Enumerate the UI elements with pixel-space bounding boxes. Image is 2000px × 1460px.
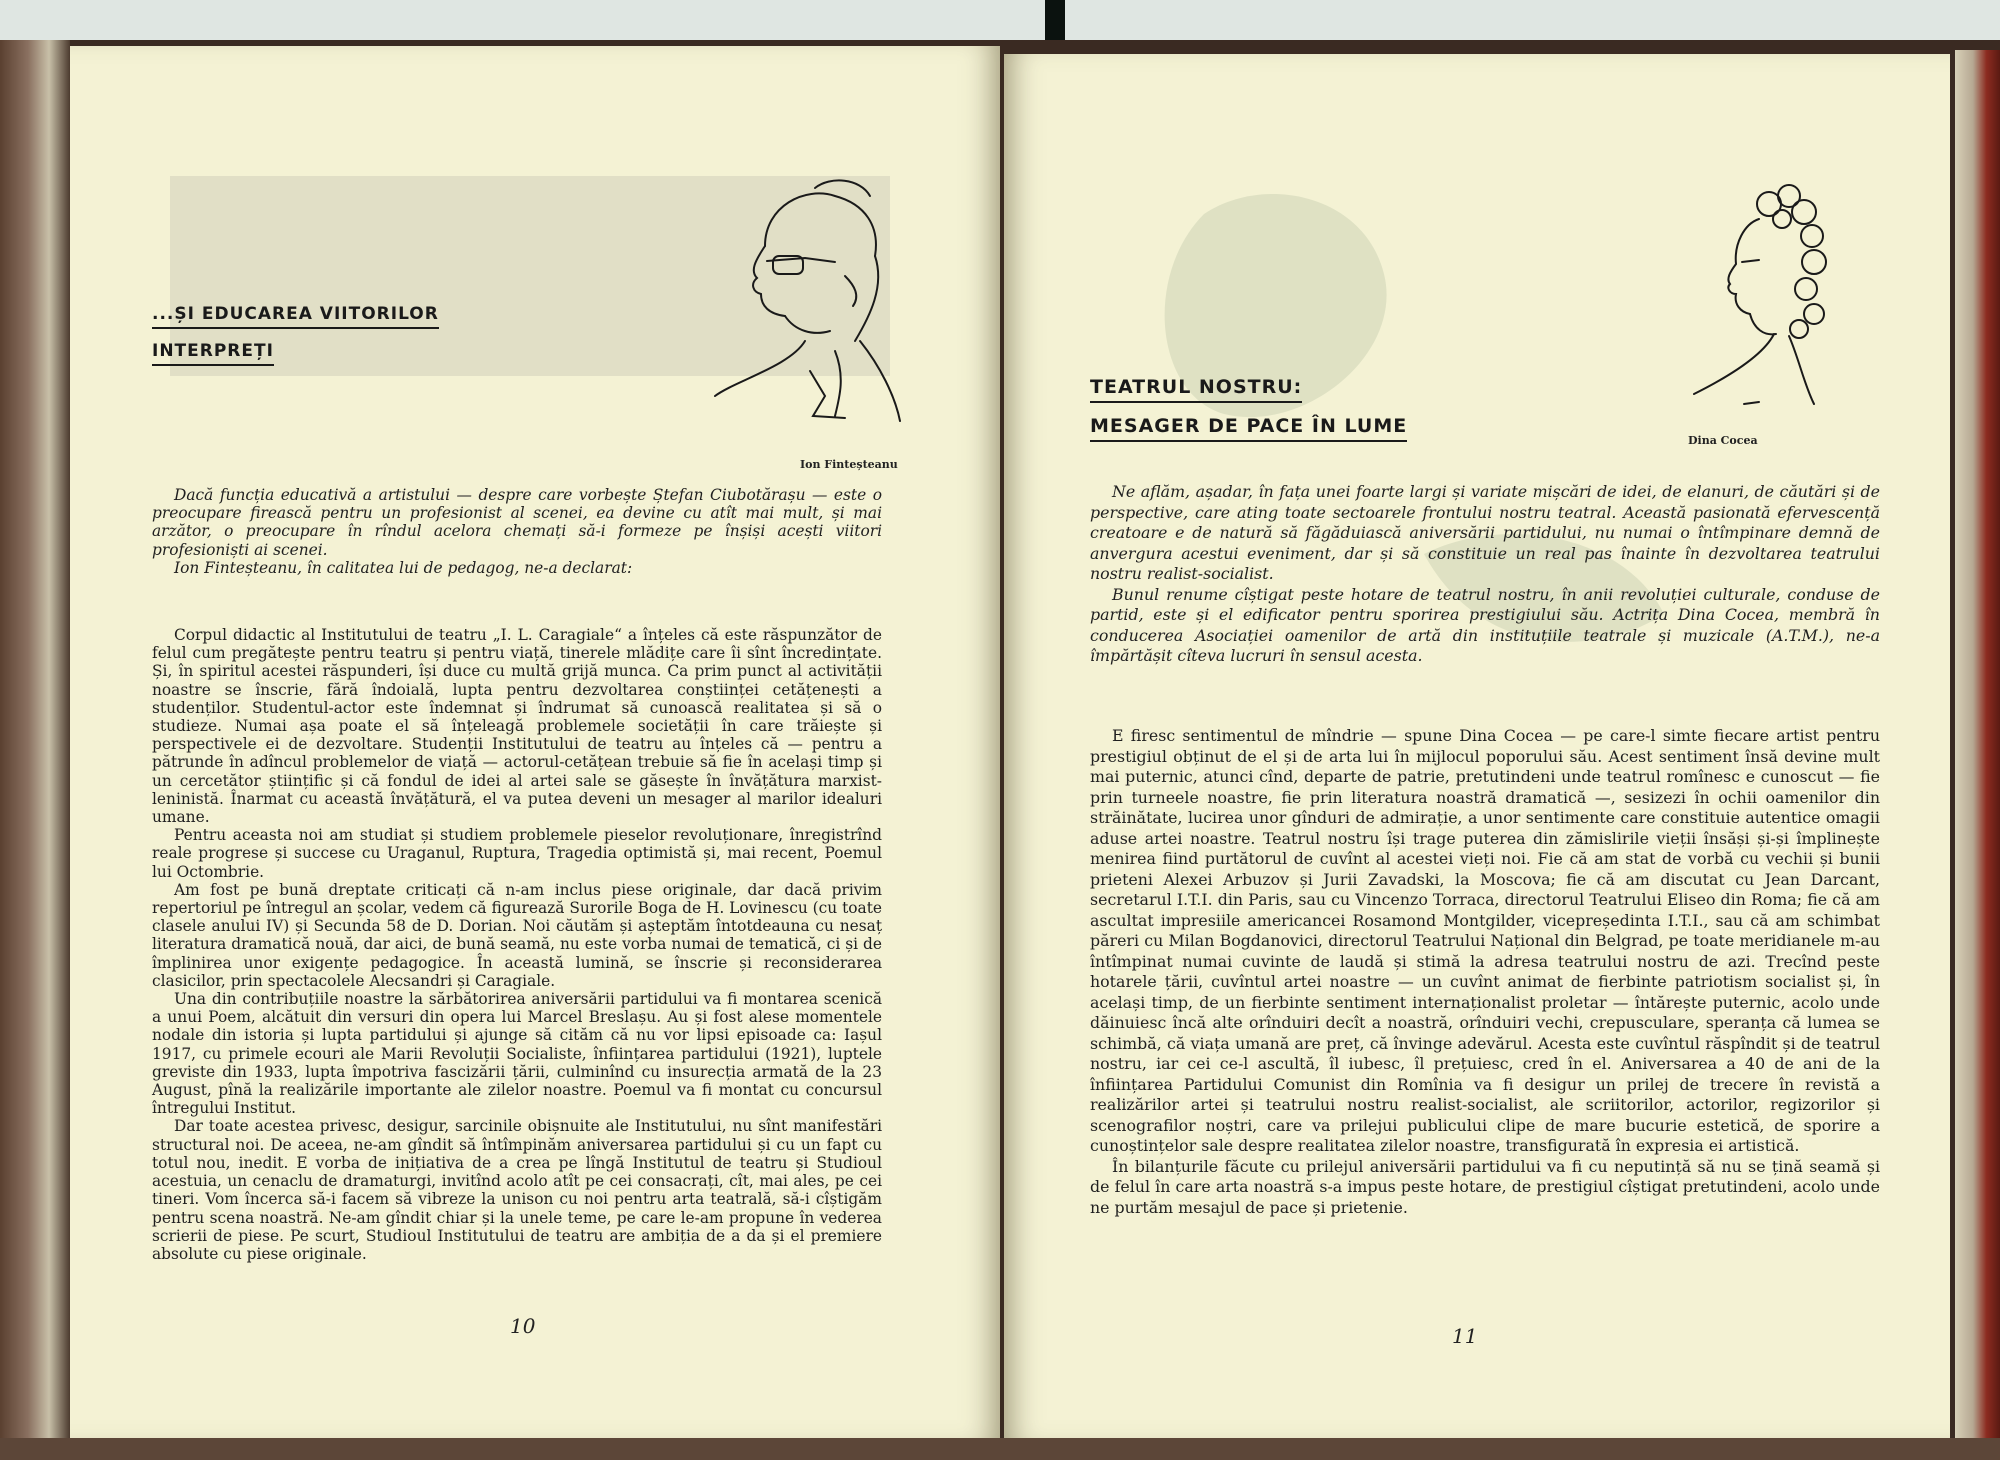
article-body bbox=[152, 626, 882, 1263]
article-heading bbox=[1090, 376, 1407, 454]
article-heading bbox=[152, 304, 439, 378]
intro-paragraph: Ion Finteșteanu, în calitatea lui de pedagog, ne-a declarat: bbox=[174, 558, 633, 577]
body-paragraph: Una din contribuțiile noastre la sărbătorirea aniversării partidului va fi montarea scenică a unui Poem, alcătuit din versuri din opera lui Marcel Breslașu. Au și fost alese momentele nodale din istoria și lupta partidului și ajunge să cităm că nu vor lipsi episoade ca: Iașul 1917, cu primele ecouri ale Marii Revoluții Socialiste, înființarea partidului (1921), luptele greviste din 1933, lupta împotriva fascizării țării, culminînd cu insurecția armată de la 23 August, pînă la realizările importante ale zilelor noastre. Poemul va fi montat cu concursul întregului Institut. bbox=[152, 990, 882, 1118]
body-paragraph: În bilanțurile făcute cu prilejul aniversării partidului va fi cu neputință să nu se țină seamă și de felul în care arta noastră s-a impus peste hotare, de prestigiul cîștigat pretutindeni, acolo unde ne purtăm mesajul de pace și prietenie. bbox=[1090, 1156, 1880, 1217]
body-paragraph: E firesc sentimentul de mîndrie — spune Dina Cocea — pe care-l simte fiecare artist pentru prestigiul obținut de el și de arta lui în mijlocul poporului său. Acest sentiment însă devine mult mai puternic, atunci cînd, departe de patrie, pretutindeni unde teatrul romînesc e cunoscut — fie prin turneele noastre, fie prin literatura noastră dramatică —, sesizezi în ochii oamenilor din străinătate, lucirea unor gînduri de admirație, a unor sentimente care constituie autentice omagii aduse artei noastre. Teatrul nostru își trage puterea din zămislirile vieții însăși și-și împlinește menirea fiind purtătorul de cuvînt al acestei vieți noi. Fie că am stat de vorbă cu vechii și bunii prieteni Alexei Arbuzov și Jurii Zavadski, la Moscova; fie că am discutat cu Jean Darcant, secretarul I.T.I. din Paris, sau cu Vincenzo Torraca, directorul Teatrului Eliseo din Roma; fie că am ascultat impresiile americancei Rosamond Montgilder, vicepreședinta I.T.I., sau că am schimbat păreri cu Milan Bogdanovici, directorul Teatrului Național din Belgrad, pe toate meridianele m-au întîmpinat numai cuvinte de laudă și stimă la adresa teatrului nostru de azi. Trecînd peste hotarele țării, cuvîntul artei noastre — un cuvînt animat de fierbinte patriotism socialist și, în același timp, de un fierbinte sentiment internaționalist proletar — întărește puternic, acolo unde dăinuiesc încă alte orînduiri decît a noastră, orînduiri vechi, crepusculare, speranța că lumea se schimbă, că viața umană are preț, că învinge adevărul. Acesta este cuvîntul răspîndit și de teatrul nostru, iar cei ce-l ascultă, îl iubesc, îl prețuiesc, cred în el. Aniversarea a 40 de ani de la înființarea Partidului Comunist din Romînia va fi desigur un prilej de trecere în revistă a realizărilor artei și teatrului nostru realist-socialist, ale scriitorilor, actorilor, regizorilor și scenografilor noștri, care va prilejui publicului clipe de mare bucurie estetică, de sporire a cunoștințelor sale despre realitatea zilelor noastre, transfigurată în expresia ei artistică. bbox=[1090, 726, 1880, 1155]
article-body bbox=[1090, 726, 1880, 1218]
book-cover-bottom-edge bbox=[0, 1438, 2000, 1460]
scanner-background bbox=[0, 0, 2000, 40]
body-paragraph: Dar toate acestea privesc, desigur, sarcinile obișnuite ale Institutului, nu sînt manifestări structural noi. De aceea, ne-am gîndit să întîmpinăm aniversarea partidului și cu un fapt cu totul nou, inedit. E vorba de inițiativa de a crea pe lîngă Institutul de teatru și Studioul acestuia, un cenaclu de dramaturgi, invitînd acolo atît pe cei consacrați, cît, mai ales, pe cei tineri. Vom încerca să-i facem să vibreze la unison cu noi pentru arta teatrală, să-i cîștigăm pentru scena noastră. Ne-am gîndit chiar și la unele teme, pe care le-am propune în vederea scrierii de piese. Pe scurt, Studioul Institutului de teatru are ambiția de a da și el premiere absolute cu piese originale. bbox=[152, 1117, 882, 1263]
body-paragraph: Corpul didactic al Institutului de teatru „I. L. Caragiale“ a înțeles că este răspunzător de felul cum pregătește pentru teatru și pentru viață, tinerele mlădițe care îi sînt încredințate. Și, în spiritul acestei răspunderi, își duce cu multă grijă munca. Ca prim punct al activității noastre se înscrie, fără îndoială, lupta pentru dezvoltarea conștiinței cetățenești a studenților. Studentul-actor este îndemnat și îndrumat să cunoască realitatea și să o studieze. Numai așa poate el să înțeleagă problemele societății în care trăiește și perspectivele ei de dezvoltare. Studenții Institutului de teatru au înțeles că — pentru a pătrunde în adîncul problemelor de viață — actorul-cetățean trebuie să fie în același timp și un cercetător științific și că fondul de idei al artei sale se găsește în învățătura marxist-leninistă. Înarmat cu această învățătură, el va putea deveni un mesager al marilor idealuri umane. bbox=[152, 626, 882, 827]
portrait-sketch-ion-fintesteanu bbox=[695, 166, 915, 426]
portrait-caption: Dina Cocea bbox=[1688, 434, 1758, 447]
portrait-caption: Ion Finteșteanu bbox=[800, 458, 898, 471]
intro-paragraph: Dacă funcția educativă a artistului — despre care vorbește Ștefan Ciubotărașu — este o preocupare firească pentru un profesionist al scenei, ea devine cu atît mai mult, și mai arzător, o preocupare în rîndul acelora chemați să-i formeze pe înșiși acești viitori profesioniști ai scenei. bbox=[152, 486, 882, 559]
heading-line-2: INTERPREȚI bbox=[152, 341, 274, 366]
page-number: 11 bbox=[1452, 1324, 1478, 1348]
body-paragraph: Am fost pe bună dreptate criticați că n-am inclus piese originale, dar dacă privim repertoriul pe întregul an școlar, vedem că figurează Surorile Boga de H. Lovinescu (cu toate clasele anului IV) și Secunda 58 de D. Dorian. Noi căutăm și așteptăm întotdeauna cu nesaț literatura dramatică nouă, dar aici, de bună seamă, nu este vorba numai de tematică, ci și de împlinirea unor exigențe pedagogice. În această lumină, se înscrie și reconsiderarea clasicilor, prin spectacolele Alecsandri și Caragiale. bbox=[152, 880, 882, 990]
page-number: 10 bbox=[510, 1314, 536, 1338]
binding-shadow bbox=[1045, 0, 1065, 40]
book-cover-right-edge bbox=[1955, 50, 2000, 1440]
body-paragraph: Pentru aceasta noi am studiat și studiem problemele pieselor revoluționare, înregistrînd reale progrese și succese cu Uraganul, Ruptura, Tragedia optimistă și, mai recent, Poemul lui Octombrie. bbox=[152, 826, 882, 881]
heading-line-2: MESAGER DE PACE ÎN LUME bbox=[1090, 415, 1407, 442]
left-page bbox=[70, 46, 1000, 1438]
right-page bbox=[1004, 54, 1950, 1438]
intro-paragraph: Ne aflăm, așadar, în fața unei foarte largi și variate mișcări de idei, de elanuri, de căutări și de perspective, care ating toate sectoarele frontului nostru teatral. Această pasionată efervescență creatoare e de natură să făgăduiască aniversării partidului, nu numai o întîmpinare demnă de anvergura acestui eveniment, dar și să constituie un real pas înainte în dezvoltarea teatrului nostru realist-socialist. bbox=[1090, 482, 1880, 583]
portrait-sketch-dina-cocea bbox=[1664, 164, 1844, 424]
intro-paragraphs bbox=[1090, 482, 1880, 667]
heading-line-1: TEATRUL NOSTRU: bbox=[1090, 376, 1302, 403]
book-cover-left-edge bbox=[0, 40, 70, 1440]
heading-line-1: ...ȘI EDUCAREA VIITORILOR bbox=[152, 304, 439, 329]
intro-paragraphs bbox=[152, 486, 882, 577]
intro-paragraph: Bunul renume cîștigat peste hotare de teatrul nostru, în anii revoluției culturale, conduse de partid, este și el edificator pentru sporirea prestigiului său. Actrița Dina Cocea, membră în conducerea Asociației oamenilor de artă din instituțiile teatrale și muzicale (A.T.M.), ne-a împărtășit cîteva lucruri în sensul acesta. bbox=[1090, 584, 1880, 665]
